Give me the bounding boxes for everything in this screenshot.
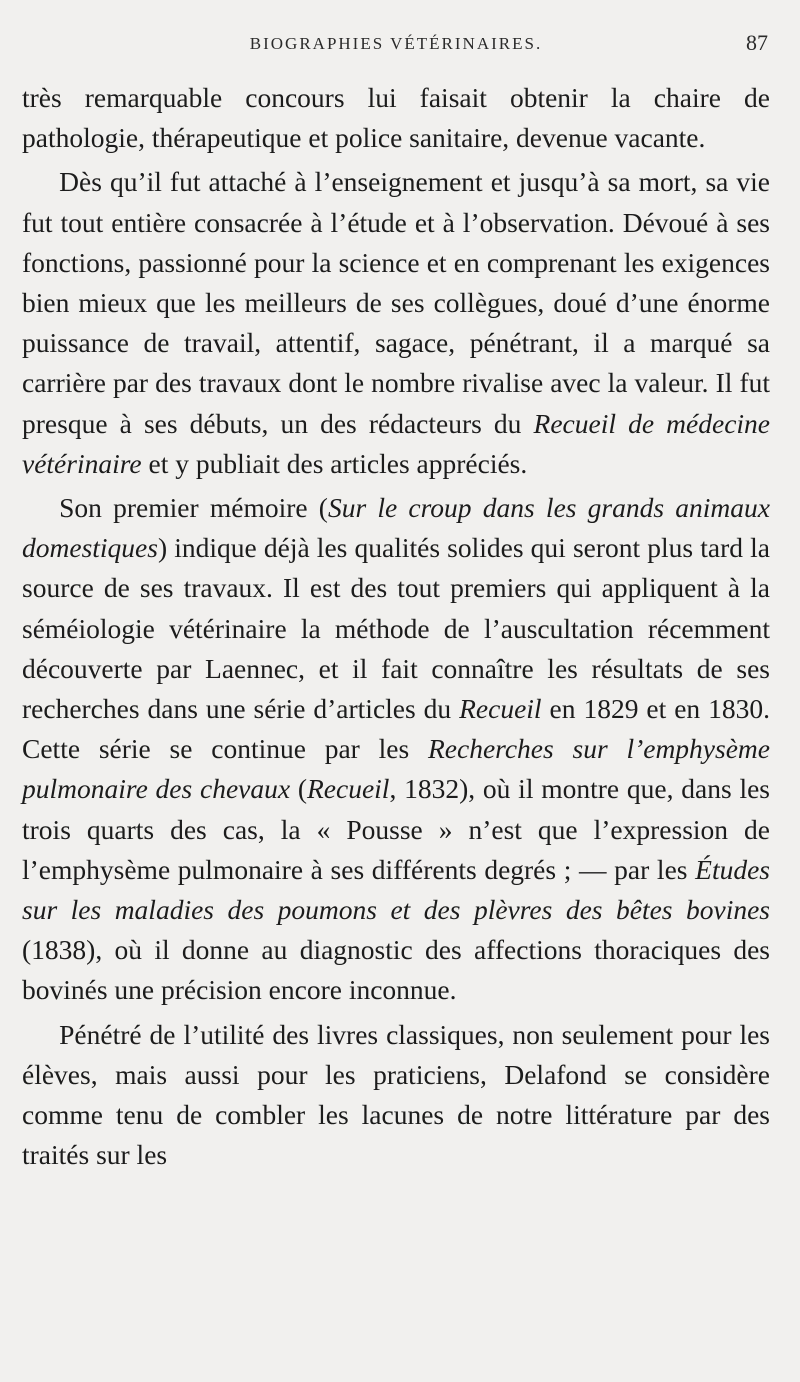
- paragraph-3-text-b: ) indique déjà les qualités solides qui seront plus tard la source de ses travaux. Il est des tout premiers qui appliquent à la séméiologie vétérinaire la méthode de l’auscultation récemment découverte par Laennec, et il fait connaître les résultats de ses recherches dans une série d’articles du: [22, 532, 770, 725]
- running-title: BIOGRAPHIES VÉTÉRINAIRES.: [249, 34, 543, 53]
- paragraph-1: [22, 78, 770, 158]
- paragraph-3-text-d: (: [290, 773, 307, 805]
- journal-title-recueil-medecine-veterinaire: Recueil de médecine vétérinaire: [22, 407, 770, 479]
- paragraph-3-text-e: , 1832), où il montre que, dans les trois quarts des cas, la « Pousse » n’est que l’expression de l’emphysème pulmonaire à ses différents degrés ; — par les: [22, 773, 770, 885]
- work-title-etudes: Études sur les maladies des poumons et des plèvres des bêtes bovines: [22, 853, 770, 926]
- paragraph-2-text-b: et y publiait des articles appréciés.: [141, 447, 528, 479]
- paragraph-3: [22, 488, 770, 1011]
- page-number: 87: [746, 30, 768, 55]
- paragraph-2: [22, 162, 770, 484]
- paragraph-4-text: Pénétré de l’utilité des livres classiques, non seulement pour les élèves, mais aussi pour les praticiens, Delafond se considère comme tenu de combler les lacunes de notre littérature par des traités sur les: [22, 1018, 770, 1171]
- work-title-croup: Sur le croup dans les grands animaux domestiques: [22, 492, 770, 564]
- journal-title-recueil: Recueil: [459, 693, 542, 725]
- paragraph-3-text-c: en 1829 et en 1830. Cette série se continue par les: [22, 693, 770, 765]
- paragraph-4: [22, 1015, 770, 1176]
- body-text: [22, 78, 770, 1175]
- paragraph-3-text-f: (1838), où il donne au diagnostic des affections thoraciques des bovinés une précision encore inconnue.: [22, 934, 770, 1006]
- running-head: [22, 0, 770, 80]
- paragraph-1-text: très remarquable concours lui faisait obtenir la chaire de pathologie, thérapeutique et police sanitaire, devenue vacante.: [22, 82, 770, 154]
- work-title-emphyseme: Recherches sur l’emphysème pulmonaire des chevaux: [22, 733, 770, 805]
- journal-title-recueil-2: Recueil: [307, 773, 390, 805]
- paragraph-3-text-a: Son premier mémoire (: [59, 492, 328, 524]
- paragraph-2-text-a: Dès qu’il fut attaché à l’enseignement et jusqu’à sa mort, sa vie fut tout entière consacrée à l’étude et à l’observation. Dévoué à ses fonctions, passionné pour la science et en comprenant les exigences bien mieux que les meilleurs de ses collègues, doué d’une énorme puissance de travail, attentif, sagace, pénétrant, il a marqué sa carrière par des travaux dont le nombre rivalise avec la valeur. Il fut presque à ses débuts, un des rédacteurs du: [22, 166, 770, 439]
